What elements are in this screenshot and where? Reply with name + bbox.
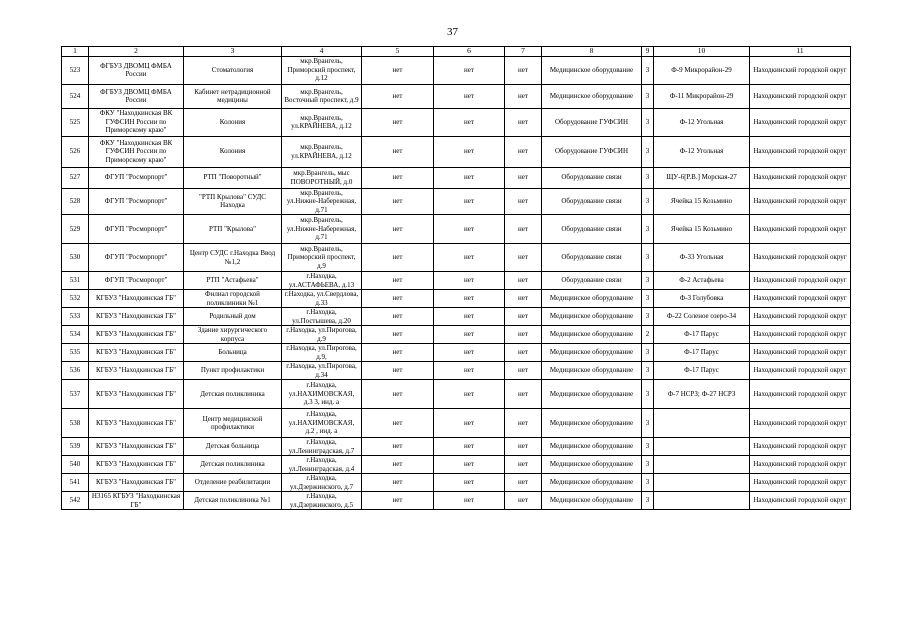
- okrug-cell: Находкинский городской округ: [750, 290, 851, 308]
- col5-cell: нет: [362, 344, 434, 362]
- row-number: 535: [62, 344, 89, 362]
- col7-cell: нет: [505, 326, 542, 344]
- col7-cell: нет: [505, 409, 542, 438]
- equipment-cell: Оборудование ГУФСИН: [542, 136, 642, 167]
- address-cell: г.Находка, ул.Свердлова, д.33: [282, 290, 362, 308]
- table-row: [62, 290, 851, 308]
- organization-cell: КГБУЗ "Находкинская ГБ": [89, 474, 184, 492]
- table-body: [62, 56, 851, 510]
- category-cell: 3: [642, 492, 654, 510]
- category-cell: 3: [642, 56, 654, 84]
- col7-cell: нет: [505, 308, 542, 326]
- category-cell: 3: [642, 167, 654, 188]
- col7-cell: нет: [505, 108, 542, 136]
- address-cell: г.Находка, ул.Пирогова, д.9: [282, 326, 362, 344]
- feeder-cell: Ф-9 Микрорайон-29: [654, 56, 750, 84]
- col7-cell: нет: [505, 136, 542, 167]
- object-cell: Больница: [184, 344, 282, 362]
- col5-cell: нет: [362, 56, 434, 84]
- feeder-cell: [654, 456, 750, 474]
- address-cell: мкр.Врангель, ул.КРАЙНЕВА, д.12: [282, 108, 362, 136]
- col6-cell: нет: [434, 474, 505, 492]
- okrug-cell: Находкинский городской округ: [750, 409, 851, 438]
- equipment-cell: Медицинское оборудование: [542, 362, 642, 380]
- row-number: 528: [62, 188, 89, 215]
- col5-cell: нет: [362, 244, 434, 272]
- object-cell: Здание хирургического корпуса: [184, 326, 282, 344]
- object-cell: Детская поликлиника: [184, 380, 282, 409]
- object-cell: Детская больница: [184, 438, 282, 456]
- col6-cell: нет: [434, 84, 505, 108]
- object-cell: РТП "Поворотный": [184, 167, 282, 188]
- page-number: 37: [447, 26, 458, 38]
- col7-cell: нет: [505, 290, 542, 308]
- feeder-cell: [654, 409, 750, 438]
- object-cell: Пункт профилактики: [184, 362, 282, 380]
- equipment-cell: Оборудование связи: [542, 215, 642, 244]
- table-row: [62, 492, 851, 510]
- okrug-cell: Находкинский городской округ: [750, 215, 851, 244]
- okrug-cell: Находкинский городской округ: [750, 108, 851, 136]
- table-row: [62, 308, 851, 326]
- row-number: 532: [62, 290, 89, 308]
- category-cell: 3: [642, 344, 654, 362]
- equipment-cell: Оборудование связи: [542, 188, 642, 215]
- object-cell: Детская поликлиника: [184, 456, 282, 474]
- table-row: [62, 272, 851, 290]
- category-cell: 3: [642, 272, 654, 290]
- table-row: [62, 474, 851, 492]
- okrug-cell: Находкинский городской округ: [750, 167, 851, 188]
- okrug-cell: Находкинский городской округ: [750, 362, 851, 380]
- equipment-cell: Медицинское оборудование: [542, 290, 642, 308]
- feeder-cell: Ф-12 Угольная: [654, 108, 750, 136]
- feeder-cell: Ф-17 Парус: [654, 344, 750, 362]
- table-row: [62, 456, 851, 474]
- okrug-cell: Находкинский городской округ: [750, 456, 851, 474]
- col5-cell: нет: [362, 474, 434, 492]
- object-cell: Стоматология: [184, 56, 282, 84]
- address-cell: мкр.Врангель, мыс ПОВОРОТНЫЙ, д.0: [282, 167, 362, 188]
- col7-cell: нет: [505, 380, 542, 409]
- col5-cell: нет: [362, 272, 434, 290]
- col5-cell: нет: [362, 188, 434, 215]
- column-header: 6: [434, 47, 505, 57]
- feeder-cell: Ячейка 15 Козьмино: [654, 215, 750, 244]
- table-row: [62, 167, 851, 188]
- category-cell: 3: [642, 308, 654, 326]
- row-number: 540: [62, 456, 89, 474]
- header-row: [62, 47, 851, 57]
- organization-cell: КГБУЗ "Находкинская ГБ": [89, 344, 184, 362]
- equipment-cell: Оборудование связи: [542, 167, 642, 188]
- col5-cell: нет: [362, 492, 434, 510]
- address-cell: г.Находка, ул.Дзержинского, д.7: [282, 474, 362, 492]
- organization-cell: ФКУ "Находкинская ВК ГУФСИН России по Приморскому краю": [89, 136, 184, 167]
- col7-cell: нет: [505, 244, 542, 272]
- column-header: 8: [542, 47, 642, 57]
- column-header: 1: [62, 47, 89, 57]
- okrug-cell: Находкинский городской округ: [750, 84, 851, 108]
- feeder-cell: [654, 474, 750, 492]
- col6-cell: нет: [434, 308, 505, 326]
- category-cell: 3: [642, 244, 654, 272]
- equipment-cell: Медицинское оборудование: [542, 308, 642, 326]
- address-cell: мкр.Врангель, Приморский проспект, д.12: [282, 56, 362, 84]
- col5-cell: нет: [362, 438, 434, 456]
- col5-cell: нет: [362, 409, 434, 438]
- address-cell: г.Находка, ул.Пирогова, д.9,: [282, 344, 362, 362]
- object-cell: РТП "Крылова": [184, 215, 282, 244]
- feeder-cell: Ф-17 Парус: [654, 326, 750, 344]
- equipment-cell: Оборудование связи: [542, 272, 642, 290]
- table-row: [62, 244, 851, 272]
- table-row: [62, 56, 851, 84]
- col7-cell: нет: [505, 215, 542, 244]
- row-number: 542: [62, 492, 89, 510]
- column-header: 7: [505, 47, 542, 57]
- address-cell: мкр.Врангель, ул.КРАЙНЕВА, д.12: [282, 136, 362, 167]
- equipment-cell: Медицинское оборудование: [542, 474, 642, 492]
- col5-cell: нет: [362, 362, 434, 380]
- col5-cell: нет: [362, 167, 434, 188]
- address-cell: г.Находка, ул.Ленинградская, д.4: [282, 456, 362, 474]
- address-cell: мкр.Врангель, ул.Нижне-Набережная, д.71: [282, 188, 362, 215]
- col6-cell: нет: [434, 344, 505, 362]
- col7-cell: нет: [505, 272, 542, 290]
- organization-cell: ФГБУЗ ДВОМЦ ФМБА России: [89, 84, 184, 108]
- table-row: [62, 188, 851, 215]
- row-number: 523: [62, 56, 89, 84]
- column-header: 10: [654, 47, 750, 57]
- col6-cell: нет: [434, 380, 505, 409]
- address-cell: мкр.Врангель, Восточный проспект, д.9: [282, 84, 362, 108]
- okrug-cell: Находкинский городской округ: [750, 344, 851, 362]
- table-row: [62, 108, 851, 136]
- equipment-cell: Медицинское оборудование: [542, 84, 642, 108]
- row-number: 541: [62, 474, 89, 492]
- col5-cell: нет: [362, 380, 434, 409]
- col6-cell: нет: [434, 136, 505, 167]
- organization-cell: КГБУЗ "Находкинская ГБ": [89, 290, 184, 308]
- column-header: 9: [642, 47, 654, 57]
- row-number: 533: [62, 308, 89, 326]
- row-number: 524: [62, 84, 89, 108]
- object-cell: Филиал городской поликлиники №1: [184, 290, 282, 308]
- objects-table: [61, 46, 851, 510]
- row-number: 536: [62, 362, 89, 380]
- organization-cell: КГБУЗ "Находкинская ГБ": [89, 438, 184, 456]
- feeder-cell: Ф-2 Астафьева: [654, 272, 750, 290]
- address-cell: г.Находка, ул.АСТАФЬЕВА, д.13: [282, 272, 362, 290]
- feeder-cell: Ф-22 Соленое озеро-34: [654, 308, 750, 326]
- address-cell: г.Находка, ул.НАХИМОВСКАЯ, д.3 3, инд. а: [282, 380, 362, 409]
- address-cell: г.Находка, ул.НАХИМОВСКАЯ, д.2 , инд. а: [282, 409, 362, 438]
- col6-cell: нет: [434, 438, 505, 456]
- column-header: 5: [362, 47, 434, 57]
- category-cell: 3: [642, 136, 654, 167]
- table-row: [62, 215, 851, 244]
- feeder-cell: Ф-7 НСРЗ; Ф-27 НСРЗ: [654, 380, 750, 409]
- col6-cell: нет: [434, 409, 505, 438]
- organization-cell: ФГУП "Росморпорт": [89, 188, 184, 215]
- category-cell: 3: [642, 108, 654, 136]
- feeder-cell: Ф-12 Угольная: [654, 136, 750, 167]
- organization-cell: КГБУЗ "Находкинская ГБ": [89, 308, 184, 326]
- object-cell: Центр медицинской профилактики: [184, 409, 282, 438]
- category-cell: 3: [642, 290, 654, 308]
- object-cell: Центр СУДС г.Находка Ввод №1,2: [184, 244, 282, 272]
- col6-cell: нет: [434, 290, 505, 308]
- equipment-cell: Медицинское оборудование: [542, 344, 642, 362]
- okrug-cell: Находкинский городской округ: [750, 492, 851, 510]
- col6-cell: нет: [434, 56, 505, 84]
- address-cell: мкр.Врангель, ул.Нижне-Набережная, д.71: [282, 215, 362, 244]
- organization-cell: ФГУП "Росморпорт": [89, 244, 184, 272]
- table-row: [62, 84, 851, 108]
- feeder-cell: Ф-3 Голубовка: [654, 290, 750, 308]
- equipment-cell: Оборудование связи: [542, 244, 642, 272]
- category-cell: 3: [642, 409, 654, 438]
- organization-cell: ФГУП "Росморпорт": [89, 272, 184, 290]
- table-row: [62, 344, 851, 362]
- equipment-cell: Медицинское оборудование: [542, 409, 642, 438]
- col5-cell: нет: [362, 308, 434, 326]
- address-cell: г.Находка, ул.Постышева, д.20: [282, 308, 362, 326]
- col6-cell: нет: [434, 326, 505, 344]
- table-row: [62, 362, 851, 380]
- col7-cell: нет: [505, 56, 542, 84]
- row-number: 538: [62, 409, 89, 438]
- col7-cell: нет: [505, 438, 542, 456]
- row-number: 525: [62, 108, 89, 136]
- equipment-cell: Медицинское оборудование: [542, 56, 642, 84]
- col7-cell: нет: [505, 167, 542, 188]
- col6-cell: нет: [434, 492, 505, 510]
- category-cell: 3: [642, 362, 654, 380]
- organization-cell: КГБУЗ "Находкинская ГБ": [89, 326, 184, 344]
- col6-cell: нет: [434, 108, 505, 136]
- equipment-cell: Медицинское оборудование: [542, 492, 642, 510]
- feeder-cell: [654, 492, 750, 510]
- object-cell: Колония: [184, 136, 282, 167]
- object-cell: Отделение реабилитации: [184, 474, 282, 492]
- okrug-cell: Находкинский городской округ: [750, 188, 851, 215]
- col6-cell: нет: [434, 167, 505, 188]
- object-cell: Колония: [184, 108, 282, 136]
- feeder-cell: Ячейка 15 Козьмино: [654, 188, 750, 215]
- category-cell: 3: [642, 84, 654, 108]
- table-row: [62, 409, 851, 438]
- col6-cell: нет: [434, 188, 505, 215]
- column-header: 2: [89, 47, 184, 57]
- col6-cell: нет: [434, 215, 505, 244]
- address-cell: мкр.Врангель, Приморский проспект, д.9: [282, 244, 362, 272]
- column-header: 4: [282, 47, 362, 57]
- okrug-cell: Находкинский городской округ: [750, 272, 851, 290]
- address-cell: г.Находка, ул.Пирогова, д.34: [282, 362, 362, 380]
- col5-cell: нет: [362, 290, 434, 308]
- row-number: 526: [62, 136, 89, 167]
- okrug-cell: Находкинский городской округ: [750, 244, 851, 272]
- table-row: [62, 136, 851, 167]
- okrug-cell: Находкинский городской округ: [750, 308, 851, 326]
- col7-cell: нет: [505, 344, 542, 362]
- col5-cell: нет: [362, 108, 434, 136]
- col7-cell: нет: [505, 492, 542, 510]
- col5-cell: нет: [362, 215, 434, 244]
- feeder-cell: [654, 438, 750, 456]
- feeder-cell: Ф-33 Угольная: [654, 244, 750, 272]
- okrug-cell: Находкинский городской округ: [750, 380, 851, 409]
- equipment-cell: Медицинское оборудование: [542, 438, 642, 456]
- col5-cell: нет: [362, 456, 434, 474]
- organization-cell: КГБУЗ "Находкинская ГБ": [89, 456, 184, 474]
- organization-cell: ФГУП "Росморпорт": [89, 167, 184, 188]
- col6-cell: нет: [434, 272, 505, 290]
- category-cell: 2: [642, 326, 654, 344]
- category-cell: 3: [642, 215, 654, 244]
- category-cell: 3: [642, 456, 654, 474]
- category-cell: 3: [642, 438, 654, 456]
- address-cell: г.Находка, ул.Ленинградская, д.7: [282, 438, 362, 456]
- table-row: [62, 326, 851, 344]
- col5-cell: нет: [362, 326, 434, 344]
- object-cell: "РТП Крылова" СУДС Находка: [184, 188, 282, 215]
- okrug-cell: Находкинский городской округ: [750, 438, 851, 456]
- okrug-cell: Находкинский городской округ: [750, 326, 851, 344]
- okrug-cell: Находкинский городской округ: [750, 56, 851, 84]
- column-header: 11: [750, 47, 851, 57]
- organization-cell: КГБУЗ "Находкинская ГБ": [89, 409, 184, 438]
- column-header: 3: [184, 47, 282, 57]
- equipment-cell: Медицинское оборудование: [542, 380, 642, 409]
- row-number: 531: [62, 272, 89, 290]
- table-row: [62, 438, 851, 456]
- row-number: 534: [62, 326, 89, 344]
- row-number: 529: [62, 215, 89, 244]
- object-cell: Кабинет нетрадиционной медицины: [184, 84, 282, 108]
- row-number: 530: [62, 244, 89, 272]
- organization-cell: КГБУЗ "Находкинская ГБ": [89, 362, 184, 380]
- feeder-cell: Ф-11 Микрорайон-29: [654, 84, 750, 108]
- col6-cell: нет: [434, 362, 505, 380]
- okrug-cell: Находкинский городской округ: [750, 474, 851, 492]
- table-row: [62, 380, 851, 409]
- row-number: 527: [62, 167, 89, 188]
- feeder-cell: Ф-17 Парус: [654, 362, 750, 380]
- row-number: 539: [62, 438, 89, 456]
- category-cell: 3: [642, 380, 654, 409]
- equipment-cell: Медицинское оборудование: [542, 456, 642, 474]
- category-cell: 3: [642, 474, 654, 492]
- object-cell: РТП "Астафьева": [184, 272, 282, 290]
- object-cell: Детская поликлиника №1: [184, 492, 282, 510]
- organization-cell: Н3165 КГБУЗ "Находкинская ГБ": [89, 492, 184, 510]
- col6-cell: нет: [434, 244, 505, 272]
- col7-cell: нет: [505, 474, 542, 492]
- organization-cell: ФГУП "Росморпорт": [89, 215, 184, 244]
- row-number: 537: [62, 380, 89, 409]
- object-cell: Родильный дом: [184, 308, 282, 326]
- organization-cell: КГБУЗ "Находкинская ГБ": [89, 380, 184, 409]
- col7-cell: нет: [505, 188, 542, 215]
- equipment-cell: Оборудование ГУФСИН: [542, 108, 642, 136]
- organization-cell: ФГБУЗ ДВОМЦ ФМБА России: [89, 56, 184, 84]
- address-cell: г.Находка, ул.Дзержинского, д.5: [282, 492, 362, 510]
- col7-cell: нет: [505, 362, 542, 380]
- feeder-cell: ЩУ-6[Р.В.] Морская-27: [654, 167, 750, 188]
- col7-cell: нет: [505, 456, 542, 474]
- col5-cell: нет: [362, 84, 434, 108]
- category-cell: 3: [642, 188, 654, 215]
- col5-cell: нет: [362, 136, 434, 167]
- col7-cell: нет: [505, 84, 542, 108]
- col6-cell: нет: [434, 456, 505, 474]
- organization-cell: ФКУ "Находкинская ВК ГУФСИН России по Приморскому краю": [89, 108, 184, 136]
- equipment-cell: Медицинское оборудование: [542, 326, 642, 344]
- okrug-cell: Находкинский городской округ: [750, 136, 851, 167]
